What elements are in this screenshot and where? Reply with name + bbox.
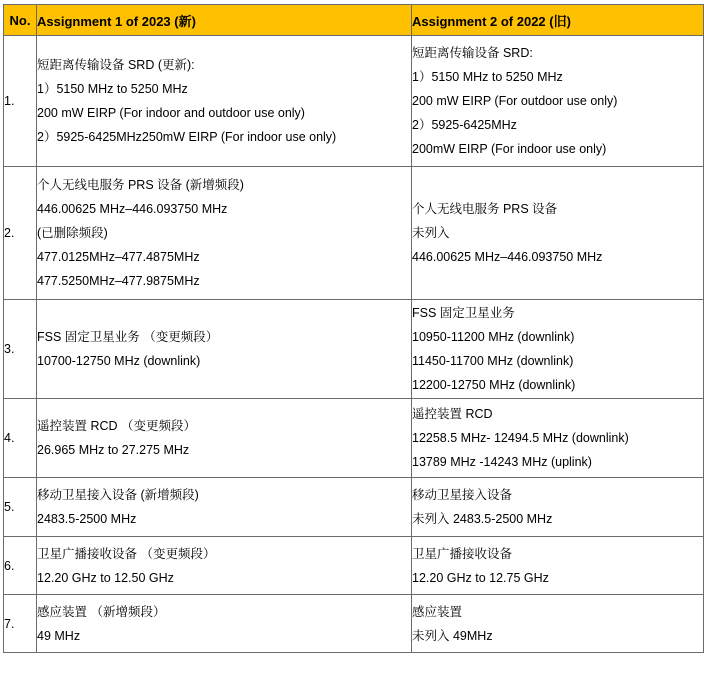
row-number: 6. <box>4 537 37 595</box>
text-line: 12.20 GHz to 12.75 GHz <box>412 570 549 585</box>
table-row <box>4 399 704 478</box>
row-number: 5. <box>4 478 37 537</box>
text-line: 10700-12750 MHz (downlink) <box>37 354 201 368</box>
spectrum-comparison-table <box>3 4 704 653</box>
table-row <box>4 36 704 167</box>
text-line: 卫星广播接收设备 （变更频段） <box>37 546 216 561</box>
text-line: 477.5250MHz–477.9875MHz <box>37 274 200 288</box>
text-line: 12.20 GHz to 12.50 GHz <box>37 570 174 585</box>
text-line: 12200-12750 MHz (downlink) <box>412 378 576 392</box>
row-number: 3. <box>4 300 37 399</box>
row-6-col-b <box>412 537 704 595</box>
text-line: 个人无线电服务 PRS 设备 (新增频段) <box>37 178 244 192</box>
text-line: 446.00625 MHz–446.093750 MHz <box>412 250 603 264</box>
text-line: (已删除频段) <box>37 226 108 240</box>
text-line: 移动卫星接入设备 <box>412 488 513 502</box>
table-row <box>4 167 704 300</box>
text-line: 移动卫星接入设备 (新增频段) <box>37 488 199 502</box>
text-line: 2）5925-6425MHz250mW EIRP (For indoor use only) <box>37 130 337 144</box>
text-line: 短距离传输设备 SRD: <box>412 46 533 60</box>
row-7-col-b <box>412 595 704 653</box>
text-line: 200 mW EIRP (For outdoor use only) <box>412 94 618 108</box>
row-4-col-a <box>37 399 412 478</box>
row-2-col-a <box>37 167 412 300</box>
text-line: FSS 固定卫星业务 （变更频段） <box>37 330 219 344</box>
text-line: 遥控装置 RCD （变更频段） <box>37 419 197 433</box>
row-5-col-a <box>37 478 412 537</box>
row-1-col-a <box>37 36 412 167</box>
table-header <box>4 5 704 36</box>
table-header-row <box>4 5 704 36</box>
header-assignment-1-2023: Assignment 1 of 2023 (新) <box>37 5 412 36</box>
text-line: 200mW EIRP (For indoor use only) <box>412 142 607 156</box>
table-row <box>4 300 704 399</box>
header-no: No. <box>4 5 37 36</box>
table-body <box>4 36 704 653</box>
table-row <box>4 595 704 653</box>
row-number: 2. <box>4 167 37 300</box>
table-row <box>4 478 704 537</box>
text-line: 感应装置 <box>412 604 463 619</box>
table-row <box>4 537 704 595</box>
row-3-col-a <box>37 300 412 399</box>
row-2-col-b <box>412 167 704 300</box>
text-line: 未列入 2483.5-2500 MHz <box>412 512 553 526</box>
row-number: 4. <box>4 399 37 478</box>
text-line: 10950-11200 MHz (downlink) <box>412 330 575 344</box>
row-number: 7. <box>4 595 37 653</box>
text-line: 短距离传输设备 SRD (更新): <box>37 58 195 72</box>
text-line: 未列入 <box>412 226 450 240</box>
text-line: 卫星广播接收设备 <box>412 546 513 561</box>
row-7-col-a <box>37 595 412 653</box>
text-line: 未列入 49MHz <box>412 628 493 643</box>
row-5-col-b <box>412 478 704 537</box>
row-1-col-b <box>412 36 704 167</box>
text-line: 49 MHz <box>37 628 81 643</box>
text-line: 13789 MHz -14243 MHz (uplink) <box>412 455 592 469</box>
text-line: 1）5150 MHz to 5250 MHz <box>37 82 188 96</box>
text-line: 个人无线电服务 PRS 设备 <box>412 202 558 216</box>
text-line: 200 mW EIRP (For indoor and outdoor use only) <box>37 106 305 120</box>
row-6-col-a <box>37 537 412 595</box>
text-line: 2483.5-2500 MHz <box>37 512 137 526</box>
text-line: 11450-11700 MHz (downlink) <box>412 354 574 368</box>
text-line: 446.00625 MHz–446.093750 MHz <box>37 202 228 216</box>
text-line: 1）5150 MHz to 5250 MHz <box>412 70 563 84</box>
text-line: 477.0125MHz–477.4875MHz <box>37 250 200 264</box>
text-line: 26.965 MHz to 27.275 MHz <box>37 443 190 457</box>
text-line: 遥控装置 RCD <box>412 407 493 421</box>
row-number: 1. <box>4 36 37 167</box>
text-line: 2）5925-6425MHz <box>412 118 517 132</box>
header-assignment-2-2022: Assignment 2 of 2022 (旧) <box>412 5 704 36</box>
text-line: 感应装置 （新增频段） <box>37 604 166 619</box>
row-4-col-b <box>412 399 704 478</box>
text-line: FSS 固定卫星业务 <box>412 306 515 320</box>
row-3-col-b <box>412 300 704 399</box>
text-line: 12258.5 MHz- 12494.5 MHz (downlink) <box>412 431 629 445</box>
